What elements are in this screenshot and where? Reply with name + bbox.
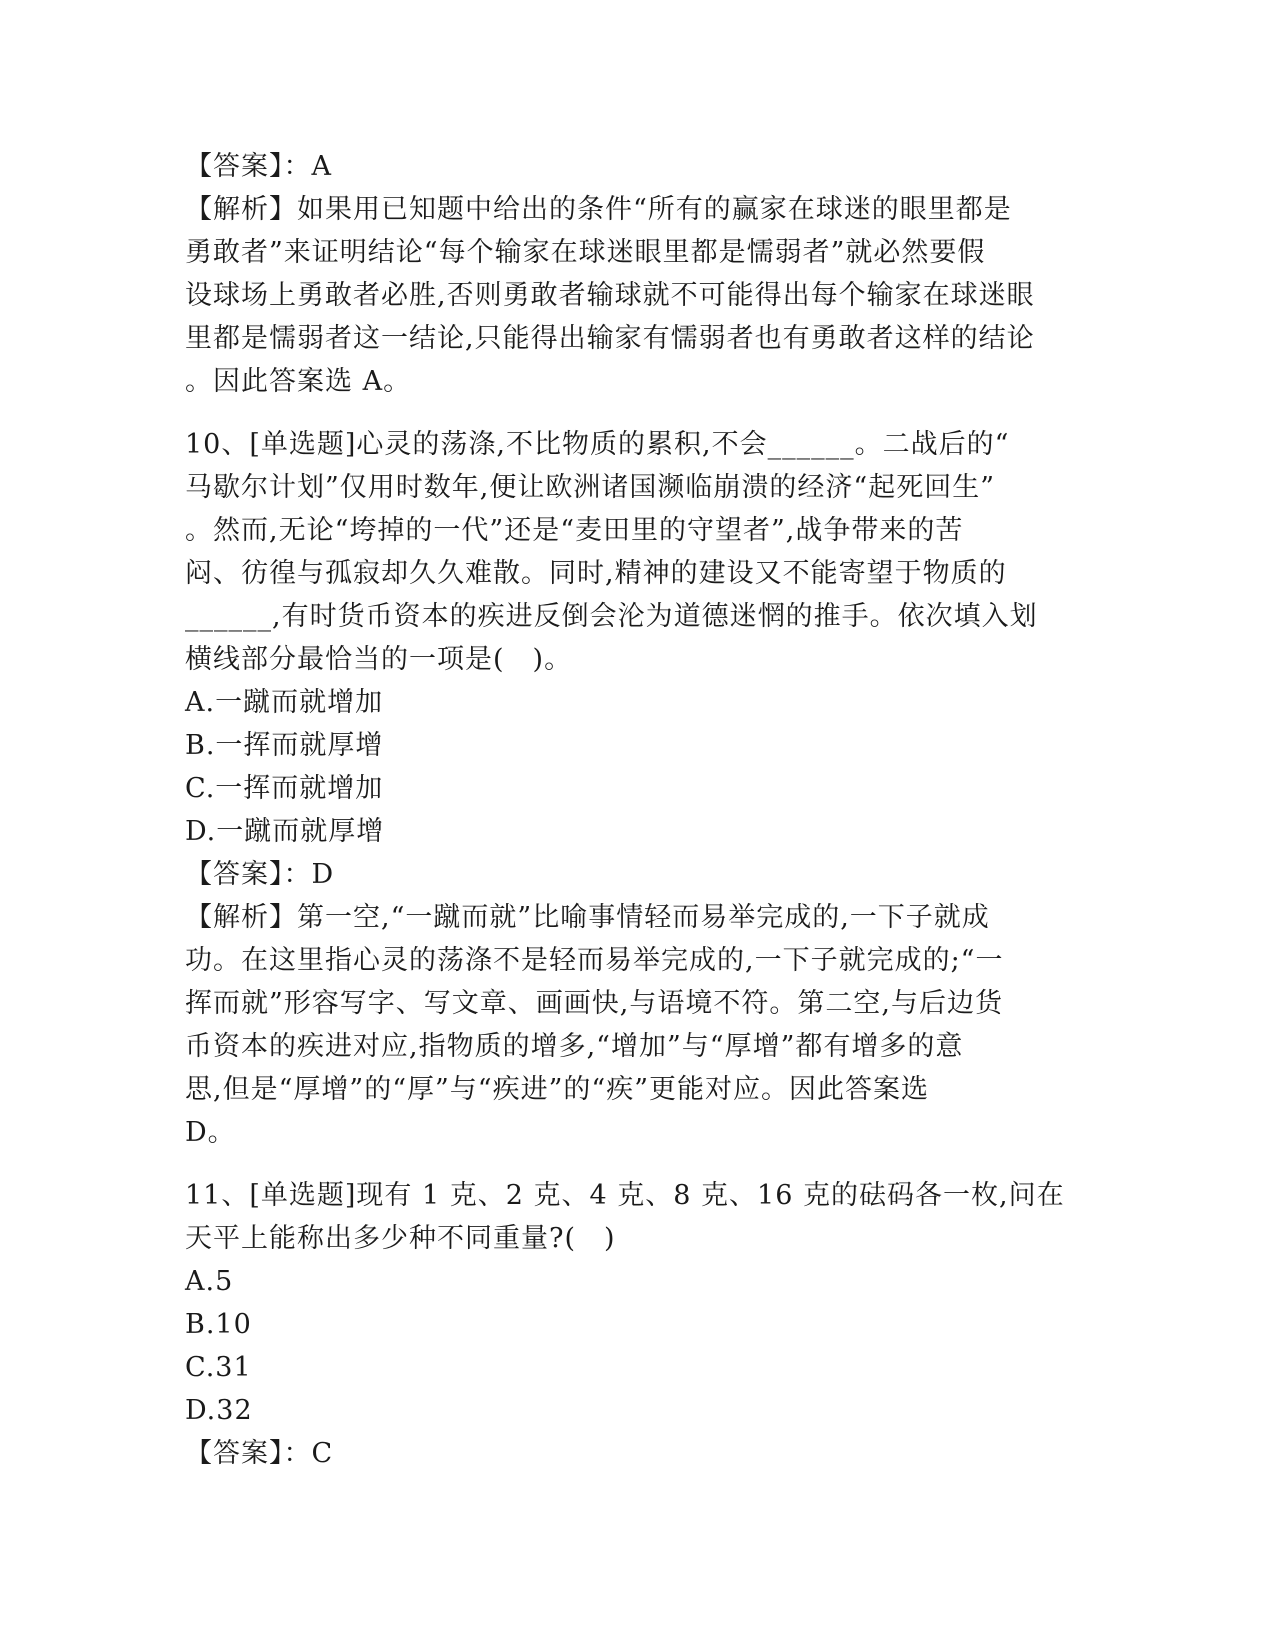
spacer [185,403,1065,423]
analysis-line: 功。在这里指心灵的荡涤不是轻而易举完成的,一下子就完成的;“一 [185,945,1004,976]
question-line: 11、[单选题]现有 1 克、2 克、4 克、8 克、16 克的砝码各一枚,问在 [185,1180,1065,1211]
analysis-line: D。 [185,1117,236,1148]
option-c: C.一挥而就增加 [185,773,384,804]
question-line: 。然而,无论“垮掉的一代”还是“麦田里的守望者”,战争带来的苦 [185,515,964,546]
question-line: 马歇尔计划”仅用时数年,便让欧洲诸国濒临崩溃的经济“起死回生” [185,472,995,503]
analysis-line: 。因此答案选 A。 [185,366,412,397]
document-page [185,145,1065,1475]
option-c: C.31 [185,1352,252,1383]
option-a: A.一蹴而就增加 [185,687,384,718]
question-11 [185,1174,1065,1475]
question-line: ______,有时货币资本的疾进反倒会沦为道德迷惘的推手。依次填入划 [185,601,1038,632]
analysis-line: 【解析】第一空,“一蹴而就”比喻事情轻而易举完成的,一下子就成 [185,902,990,933]
option-d: D.32 [185,1395,253,1426]
answer-line: 【答案】：A [185,151,332,182]
analysis-line: 思,但是“厚增”的“厚”与“疾进”的“疾”更能对应。因此答案选 [185,1074,930,1105]
spacer [185,1154,1065,1174]
option-a: A.5 [185,1266,234,1297]
analysis-line: 【解析】如果用已知题中给出的条件“所有的赢家在球迷的眼里都是 [185,194,1012,225]
analysis-line: 挥而就”形容写字、写文章、画画快,与语境不符。第二空,与后边货 [185,988,1003,1019]
question-line: 10、[单选题]心灵的荡涤,不比物质的累积,不会______。二战后的“ [185,429,1010,460]
answer-line: 【答案】：C [185,1438,334,1469]
question-line: 天平上能称出多少种不同重量?( ) [185,1223,616,1254]
option-d: D.一蹴而就厚增 [185,816,385,847]
question-line: 横线部分最恰当的一项是( )。 [185,644,573,675]
answer-line: 【答案】：D [185,859,335,890]
analysis-line: 里都是懦弱者这一结论,只能得出输家有懦弱者也有勇敢者这样的结论 [185,323,1035,354]
analysis-line: 设球场上勇敢者必胜,否则勇敢者输球就不可能得出每个输家在球迷眼 [185,280,1035,311]
option-b: B.一挥而就厚增 [185,730,384,761]
option-b: B.10 [185,1309,252,1340]
analysis-line: 勇敢者”来证明结论“每个输家在球迷眼里都是懦弱者”就必然要假 [185,237,986,268]
analysis-line: 币资本的疾进对应,指物质的增多,“增加”与“厚增”都有增多的意 [185,1031,964,1062]
question-10 [185,423,1065,1154]
q9-tail [185,145,1065,403]
question-line: 闷、彷徨与孤寂却久久难散。同时,精神的建设又不能寄望于物质的 [185,558,1007,589]
